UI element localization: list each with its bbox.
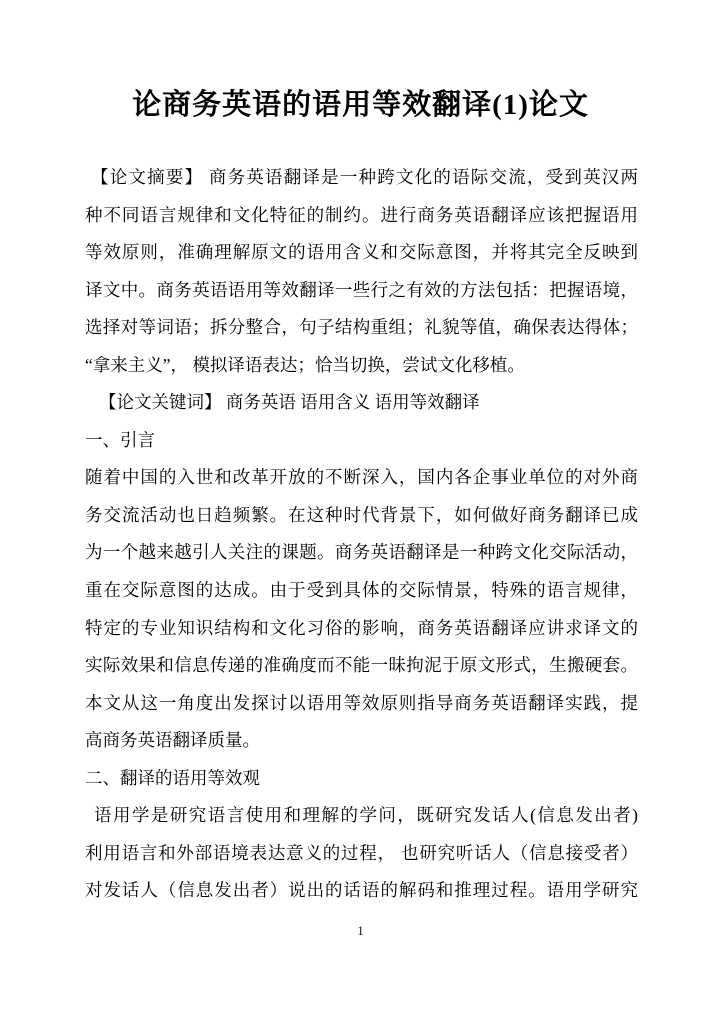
body-line: 为一个越来越引人关注的课题。商务英语翻译是一种跨文化交际活动，	[85, 542, 638, 563]
page-number: 1	[357, 924, 364, 938]
document-title: 论商务英语的语用等效翻译(1)论文	[132, 89, 589, 121]
keywords-line: 【论文关键词】 商务英语 语用含义 语用等效翻译	[99, 392, 480, 413]
section-heading: 二、翻译的语用等效观	[85, 767, 260, 788]
abstract-line: 【论文摘要】 商务英语翻译是一种跨文化的语际交流，受到英汉两	[91, 167, 638, 187]
body-line: 对发话人（信息发出者）说出的话语的解码和推理过程。语用学研究	[85, 880, 638, 901]
body-line: 语用学是研究语言使用和理解的学问，既研究发话人(信息发出者)	[94, 805, 638, 826]
body-line: 特定的专业知识结构和文化习俗的影响，商务英语翻译应讲求译文的	[85, 617, 638, 638]
body-line: 重在交际意图的达成。由于受到具体的交际情景，特殊的语言规律，	[85, 580, 638, 601]
body-line: 实际效果和信息传递的准确度而不能一昧拘泥于原文形式，生搬硬套。	[85, 655, 638, 676]
body-line: 随着中国的入世和改革开放的不断深入，国内各企事业单位的对外商	[85, 467, 638, 488]
abstract-line: 选择对等词语；拆分整合，句子结构重组；礼貌等值，确保表达得体；	[85, 317, 638, 338]
section-heading: 一、引言	[85, 429, 155, 450]
body-line: 高商务英语翻译质量。	[85, 730, 260, 751]
abstract-line: 等效原则，准确理解原文的语用含义和交际意图，并将其完全反映到	[85, 242, 638, 263]
body-line: 利用语言和外部语境表达意义的过程， 也研究听话人（信息接受者）	[85, 842, 638, 863]
abstract-line: “拿来主义”， 模拟译语表达；恰当切换，尝试文化移植。	[85, 354, 525, 375]
document-body	[85, 159, 638, 910]
body-line: 本文从这一角度出发探讨以语用等效原则指导商务英语翻译实践，提	[85, 692, 638, 713]
abstract-line: 译文中。商务英语语用等效翻译一些行之有效的方法包括：把握语境，	[85, 279, 638, 300]
abstract-line: 种不同语言规律和文化特征的制约。进行商务英语翻译应该把握语用	[85, 204, 638, 225]
body-line: 务交流活动也日趋频繁。在这种时代背景下，如何做好商务翻译已成	[85, 504, 638, 525]
